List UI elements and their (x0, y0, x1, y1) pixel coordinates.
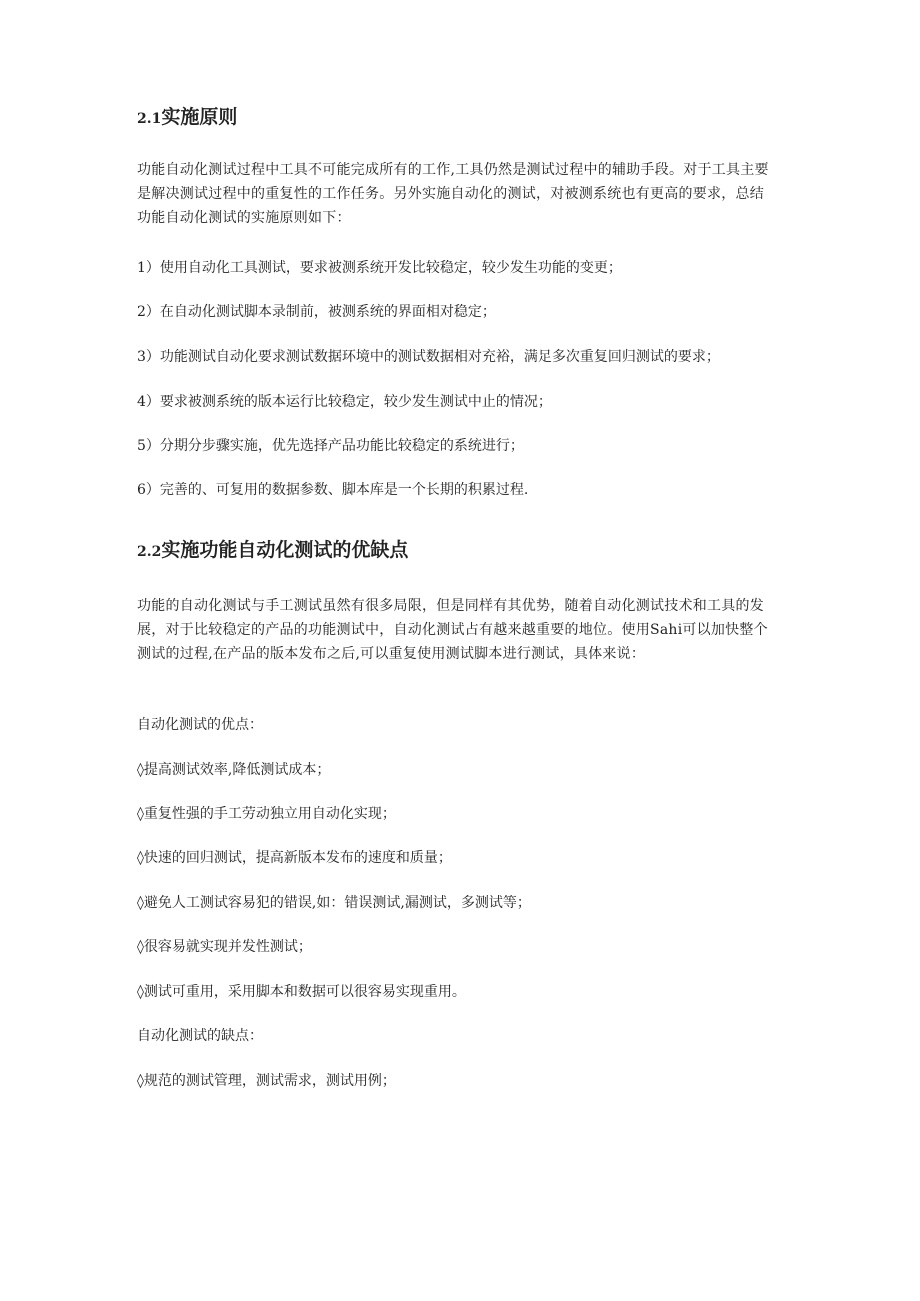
section-number: 2.2 (137, 544, 162, 560)
cons-label: 自动化测试的缺点： (137, 1028, 263, 1044)
section-heading-2-2 (137, 537, 777, 565)
pros-item: ◊很容易就实现并发性测试； (137, 939, 312, 955)
section-number: 2.1 (137, 111, 162, 127)
principle-item: 2）在自动化测试脚本录制前，被测系统的界面相对稳定； (137, 304, 496, 320)
pros-item: ◊提高测试效率,降低测试成本； (137, 762, 331, 778)
principle-item: 5）分期分步骤实施，优先选择产品功能比较稳定的系统进行； (137, 438, 524, 454)
pros-label: 自动化测试的优点： (137, 717, 263, 733)
paragraph-intro-principles: 功能自动化测试过程中工具不可能完成所有的工作,工具仍然是测试过程中的辅助手段。对于工具主要是解决测试过程中的重复性的工作任务。另外实施自动化的测试，对被测系统也有更高的要求，总结功能自动化测试的实施原则如下： (137, 162, 769, 226)
pros-item: ◊测试可重用，采用脚本和数据可以很容易实现重用。 (137, 984, 466, 1000)
section-title: 实施原则 (161, 106, 238, 128)
section-heading-2-1 (137, 104, 777, 132)
principle-item: 1）使用自动化工具测试，要求被测系统开发比较稳定，较少发生功能的变更； (137, 260, 622, 276)
principle-item: 6）完善的、可复用的数据参数、脚本库是一个长期的积累过程. (137, 482, 529, 498)
cons-item: ◊规范的测试管理，测试需求，测试用例； (137, 1073, 396, 1089)
pros-item: ◊快速的回归测试，提高新版本发布的速度和质量； (137, 850, 452, 866)
section-title: 实施功能自动化测试的优缺点 (161, 539, 409, 561)
paragraph-intro-pros-cons: 功能的自动化测试与手工测试虽然有很多局限，但是同样有其优势，随着自动化测试技术和工具的发展，对于比较稳定的产品的功能测试中，自动化测试占有越来越重要的地位。使用Sahi可以加快整个测试的过程,在产品的版本发布之后,可以重复使用测试脚本进行测试，具体来说： (137, 598, 768, 662)
principle-item: 4）要求被测系统的版本运行比较稳定，较少发生测试中止的情况； (137, 394, 552, 410)
principle-item: 3）功能测试自动化要求测试数据环境中的测试数据相对充裕，满足多次重复回归测试的要求； (137, 349, 720, 365)
pros-item: ◊避免人工测试容易犯的错误,如：错误测试,漏测试，多测试等； (137, 895, 531, 911)
pros-item: ◊重复性强的手工劳动独立用自动化实现； (137, 806, 396, 822)
